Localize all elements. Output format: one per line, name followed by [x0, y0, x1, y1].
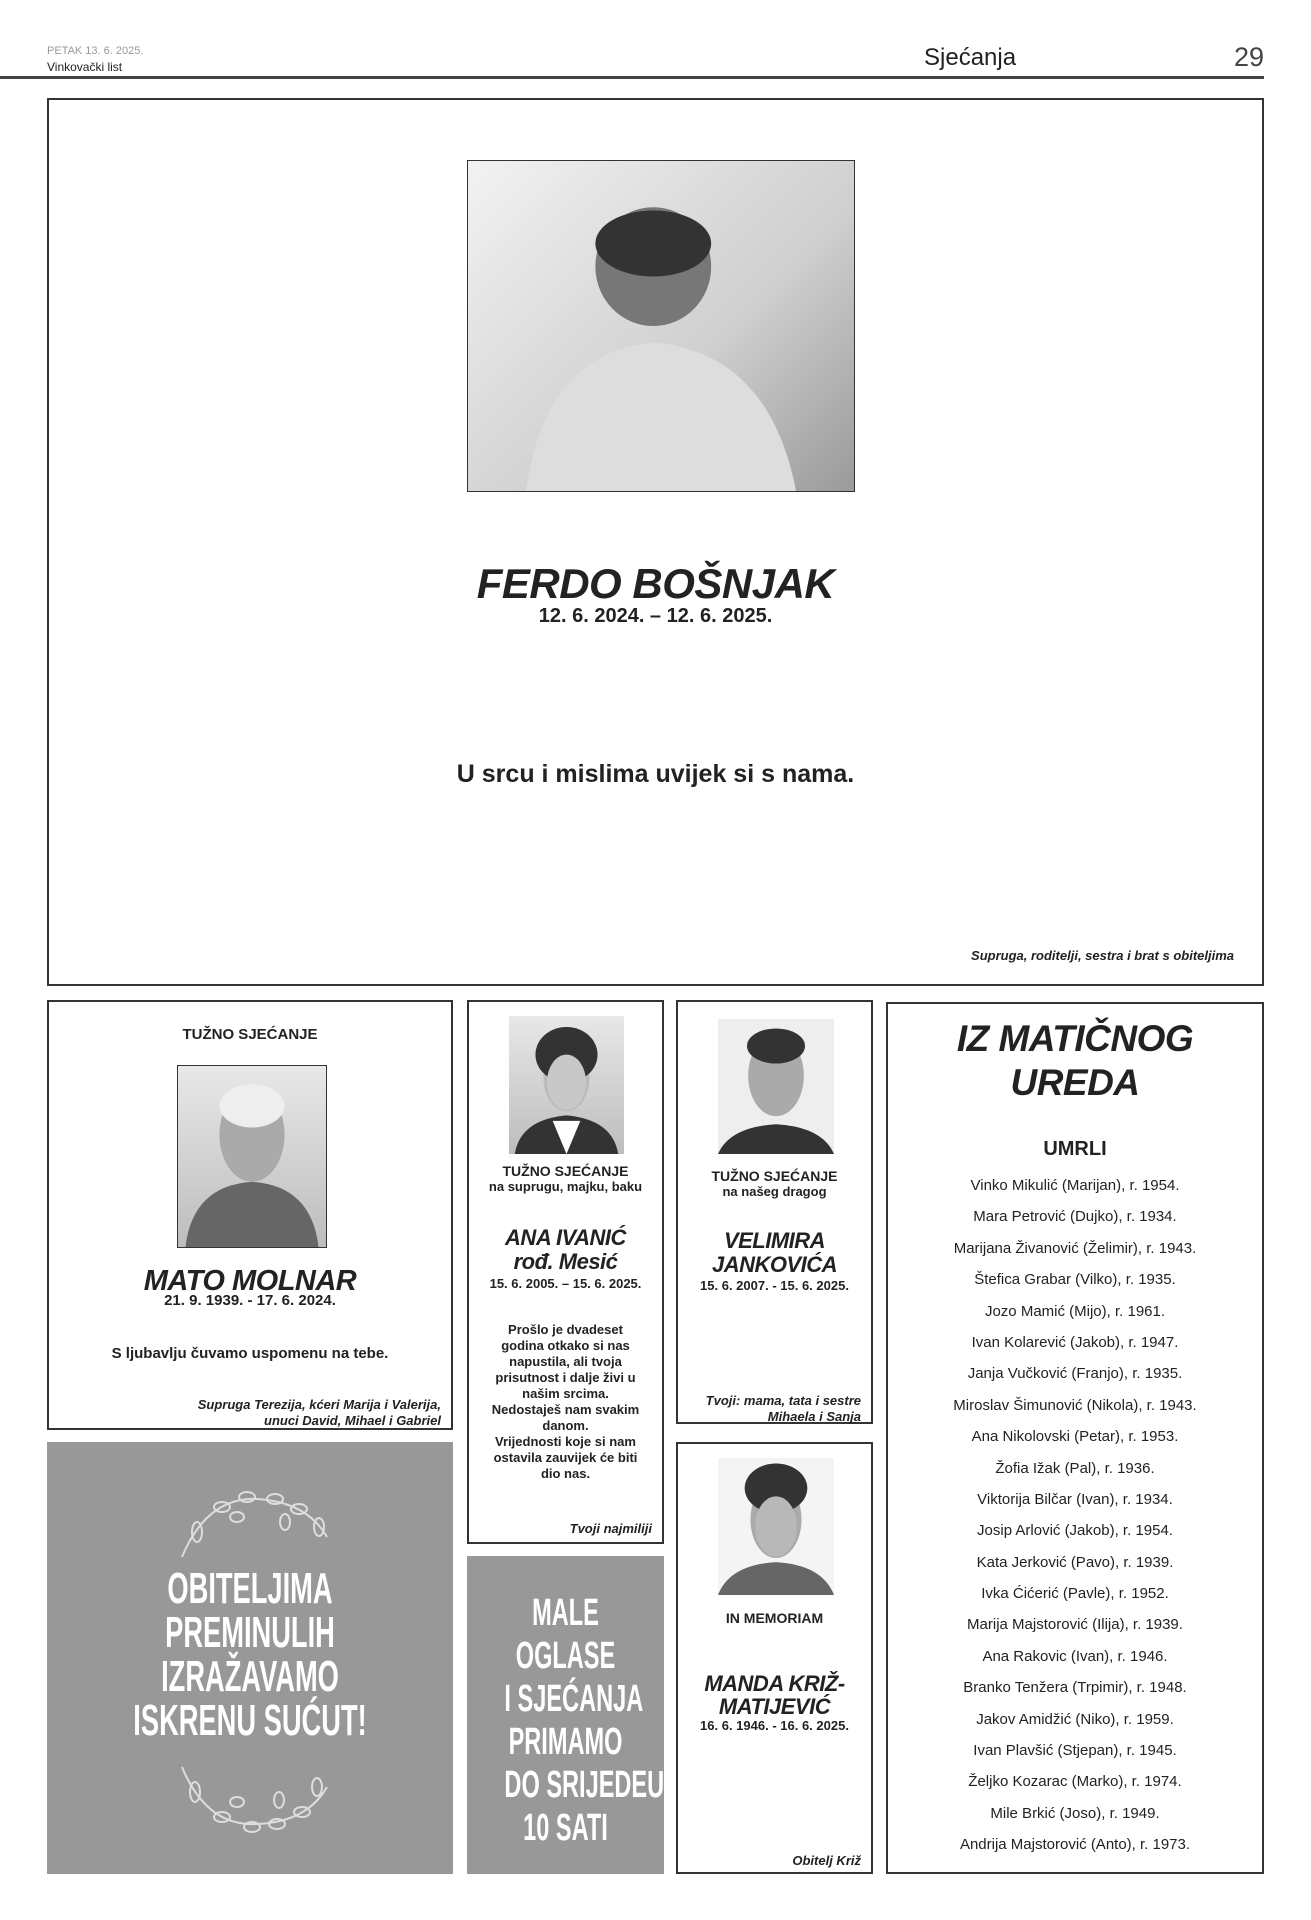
memorial-dates: 15. 6. 2007. - 15. 6. 2025. — [700, 1278, 849, 1293]
list-item: Vinko Mikulić (Marijan), r. 1954. — [970, 1177, 1180, 1194]
text-line: godina otkako si nas — [501, 1338, 630, 1353]
main-memorial-notice — [47, 98, 1264, 986]
notice-heading: IN MEMORIAM — [725, 1610, 824, 1626]
deceased-name: ANA IVANIĆ — [505, 1225, 626, 1250]
list-item: Mile Brkić (Joso), r. 1949. — [990, 1804, 1160, 1822]
portrait-photo — [467, 160, 855, 492]
leaf-garland-icon — [167, 1762, 337, 1837]
memorial-quote: U srcu i mislima uvijek si s nama. — [456, 760, 855, 788]
section-title: Sjećanja — [924, 44, 1017, 71]
leaf-garland-icon — [167, 1487, 337, 1562]
list-item: Štefica Grabar (Vilko), r. 1935. — [974, 1271, 1176, 1289]
list-item: Jakov Amidžić (Niko), r. 1959. — [976, 1710, 1174, 1728]
deceased-list — [888, 1170, 1262, 1861]
text-line: prisutnost i dalje živi u — [495, 1370, 636, 1385]
list-item: Žofia Ižak (Pal), r. 1936. — [995, 1459, 1155, 1477]
notice-manda-kriz-matijevic — [676, 1442, 873, 1874]
notice-velimir-jankovic — [676, 1000, 873, 1424]
ads-line-6: 10 SATI — [523, 1807, 608, 1849]
newspaper-name: Vinkovački list — [47, 60, 123, 74]
registry-title-line-2: UREDA — [1010, 1062, 1140, 1103]
page-number: 29 — [1233, 42, 1264, 72]
deceased-name-line-2: MATIJEVIĆ — [718, 1694, 831, 1719]
list-item: Ana Rakovic (Ivan), r. 1946. — [982, 1647, 1168, 1665]
deceased-name: MATO MOLNAR — [143, 1265, 357, 1297]
text-line: ostavila zauvijek će biti — [493, 1450, 638, 1465]
notice-heading: TUŽNO SJEĆANJE — [711, 1168, 838, 1184]
portrait-photo — [718, 1458, 834, 1595]
deceased-name: FERDO BOŠNJAK — [476, 560, 835, 607]
deceased-name-line-2: JANKOVIĆA — [711, 1252, 838, 1277]
ads-line-5: DO SRIJEDEU — [504, 1764, 665, 1806]
ads-line-4: PRIMAMO — [508, 1721, 623, 1763]
list-item: Andrija Majstorović (Anto), r. 1973. — [959, 1836, 1191, 1854]
notice-subheading: na našeg dragog — [722, 1184, 827, 1199]
ads-line-1: MALE — [532, 1592, 599, 1634]
list-item: Ivan Plavšić (Stjepan), r. 1945. — [973, 1742, 1177, 1760]
text-line: Prošlo je dvadeset — [508, 1322, 623, 1337]
list-item: Viktorija Bilčar (Ivan), r. 1934. — [977, 1490, 1173, 1508]
signature: Tvoji najmiliji — [569, 1521, 652, 1536]
notice-heading: TUŽNO SJEĆANJE — [182, 1026, 318, 1043]
registry-title-line-1: IZ MATIČNOG — [956, 1018, 1194, 1059]
text-line: dio nas. — [540, 1466, 591, 1481]
list-item: Marija Majstorović (Ilija), r. 1939. — [967, 1616, 1183, 1634]
text-line: našim srcima. — [522, 1386, 609, 1401]
list-item: Željko Kozarac (Marko), r. 1974. — [968, 1773, 1182, 1791]
list-item: Jozo Mamić (Mijo), r. 1961. — [984, 1302, 1166, 1320]
portrait-photo — [509, 1016, 624, 1154]
list-item: Branko Tenžera (Trpimir), r. 1948. — [963, 1679, 1187, 1697]
registry-subtitle: UMRLI — [1043, 1138, 1107, 1160]
notice-heading: TUŽNO SJEĆANJE — [502, 1163, 629, 1179]
condolence-line-2: PREMINULIH — [165, 1608, 335, 1657]
list-item: Mara Petrović (Dujko), r. 1934. — [973, 1208, 1177, 1226]
list-item: Ivan Kolarević (Jakob), r. 1947. — [971, 1333, 1179, 1351]
text-line: Nedostaješ nam svakim — [491, 1402, 640, 1417]
signature-line-1: Supruga Terezija, kćeri Marija i Valerija, — [197, 1397, 441, 1412]
signature-line-2: unuci David, Mihael i Gabriel — [264, 1413, 441, 1428]
condolence-line-3: IZRAŽAVAMO — [161, 1652, 339, 1701]
list-item: Josip Arlović (Jakob), r. 1954. — [977, 1522, 1173, 1540]
notice-mato-molnar — [47, 1000, 453, 1430]
list-item: Miroslav Šimunović (Nikola), r. 1943. — [953, 1396, 1197, 1414]
maiden-name: rođ. Mesić — [513, 1249, 618, 1274]
signature-line-2: Mihaela i Sanja — [767, 1409, 861, 1424]
text-line: danom. — [542, 1418, 589, 1433]
issue-date: PETAK 13. 6. 2025. — [47, 45, 144, 57]
text-line: Vrijednosti koje si nam — [495, 1434, 636, 1449]
ads-line-2: OGLASE — [515, 1635, 616, 1677]
list-item: Ana Nikolovski (Petar), r. 1953. — [971, 1428, 1179, 1446]
deceased-name-line-1: MANDA KRIŽ- — [704, 1671, 845, 1696]
list-item: Janja Vučković (Franjo), r. 1935. — [967, 1365, 1183, 1383]
signature: Supruga, roditelji, sestra i brat s obiteljima — [971, 948, 1234, 963]
ads-deadline-banner — [467, 1556, 664, 1874]
list-item: Marijana Živanović (Želimir), r. 1943. — [953, 1239, 1197, 1257]
memorial-dates: 16. 6. 1946. - 16. 6. 2025. — [700, 1718, 849, 1733]
signature: Obitelj Križ — [792, 1853, 861, 1868]
registry-office-deaths — [886, 1002, 1264, 1874]
memorial-dates: 15. 6. 2005. – 15. 6. 2025. — [489, 1276, 642, 1291]
portrait-photo — [718, 1019, 834, 1154]
notice-ana-ivanic — [467, 1000, 664, 1544]
memorial-dates: 21. 9. 1939. - 17. 6. 2024. — [164, 1292, 336, 1309]
memorial-dates: 12. 6. 2024. – 12. 6. 2025. — [538, 605, 773, 627]
condolence-banner — [47, 1442, 453, 1874]
condolence-line-4: ISKRENU SUĆUT! — [133, 1696, 367, 1745]
list-item: Ivka Ćićerić (Pavle), r. 1952. — [981, 1585, 1169, 1603]
memorial-text: S ljubavlju čuvamo uspomenu na tebe. — [111, 1345, 389, 1362]
list-item: Kata Jerković (Pavo), r. 1939. — [976, 1553, 1174, 1571]
portrait-photo — [177, 1065, 327, 1248]
signature-line-1: Tvoji: mama, tata i sestre — [705, 1393, 861, 1408]
condolence-line-1: OBITELJIMA — [167, 1564, 333, 1613]
deceased-name-line-1: VELIMIRA — [723, 1228, 826, 1253]
notice-subheading: na suprugu, majku, baku — [488, 1179, 643, 1194]
memorial-text — [469, 1322, 662, 1482]
header-rule — [0, 76, 1264, 79]
ads-line-3: I SJEĆANJA — [504, 1678, 644, 1720]
text-line: napustila, ali tvoja — [509, 1354, 622, 1369]
